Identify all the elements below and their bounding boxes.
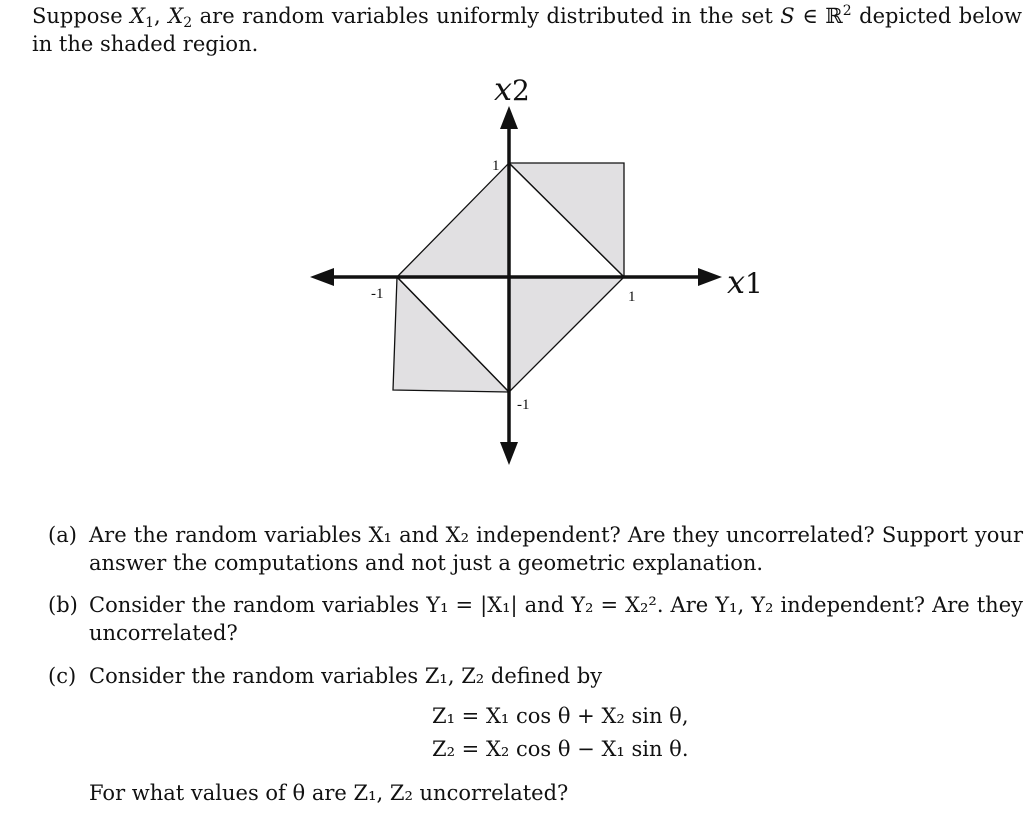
equation-z2: Z₂ = X₂ cos θ − X₁ sin θ. bbox=[432, 737, 689, 761]
shaded-triangle-lower-right bbox=[509, 277, 624, 392]
question-c-closing: For what values of θ are Z₁, Z₂ uncorrelated? bbox=[89, 781, 569, 805]
tick-y-neg-one: -1 bbox=[517, 397, 530, 413]
question-a-text: Are the random variables X₁ and X₂ independent? Are they uncorrelated? Support your answer the computations and not just a geometric explanation. bbox=[89, 523, 1023, 575]
question-a-label: (a) bbox=[48, 523, 77, 547]
x-axis-arrow-left bbox=[310, 268, 334, 286]
question-c bbox=[48, 662, 1023, 690]
problem-intro: Suppose $X_1$, $X_2$ are random variables uniformly distributed in the set S ∈ ℝ$^2$ depicted below in the shaded region. bbox=[32, 3, 1022, 56]
x-axis-arrow-right bbox=[698, 268, 722, 286]
tick-y-pos-one: 1 bbox=[492, 158, 500, 174]
tick-x-pos-one: 1 bbox=[628, 289, 636, 305]
tick-x-neg-one: -1 bbox=[371, 286, 384, 302]
shaded-triangle-upper-left bbox=[397, 163, 509, 277]
x-axis-label: x1 bbox=[727, 263, 763, 301]
equation-z1: Z₁ = X₁ cos θ + X₂ sin θ, bbox=[432, 704, 689, 728]
question-c-label: (c) bbox=[48, 664, 77, 688]
y-axis-label: x2 bbox=[494, 70, 530, 108]
y-axis-arrow-up bbox=[500, 106, 518, 129]
question-b-text: Consider the random variables Y₁ = |X₁| and Y₂ = X₂². Are Y₁, Y₂ independent? Are they uncorrelated? bbox=[89, 593, 1023, 645]
question-b-label: (b) bbox=[48, 593, 78, 617]
question-b bbox=[48, 591, 1023, 647]
question-c-text: Consider the random variables Z₁, Z₂ defined by bbox=[89, 664, 603, 688]
question-a bbox=[48, 521, 1023, 577]
y-axis-arrow-down bbox=[500, 442, 518, 465]
